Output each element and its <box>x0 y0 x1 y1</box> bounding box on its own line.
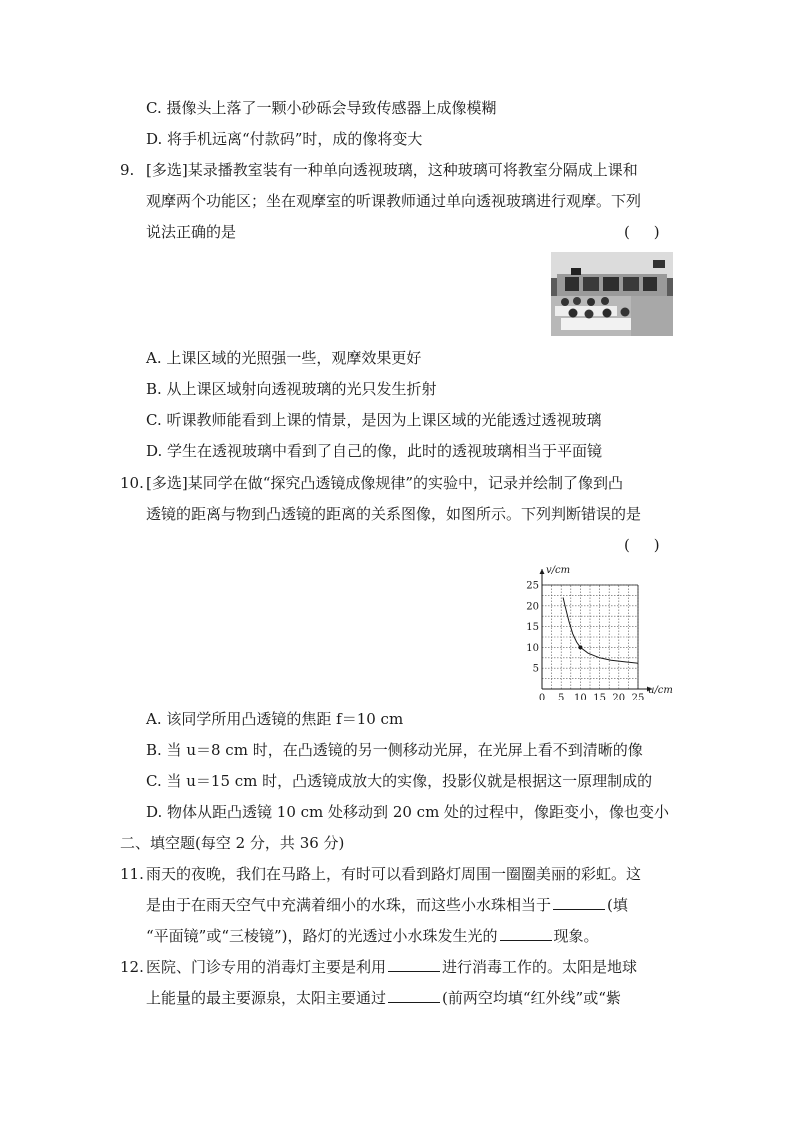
q10-stem-line2: 透镜的距离与物到凸透镜的距离的关系图像，如图所示。下列判断错误的是 <box>146 505 642 523</box>
q12-blank-2[interactable] <box>388 988 440 1003</box>
chart-svg <box>522 560 682 700</box>
chart-y-axis-label: v/cm <box>546 565 571 576</box>
classroom-photo-drawing <box>551 252 673 336</box>
chart-ticks <box>526 581 644 701</box>
chart-y-tick-label: 10 <box>526 642 539 654</box>
q11-number: 11. <box>120 865 144 883</box>
q10-answer-paren: ( ) <box>624 536 660 554</box>
q9-stem-line3: 说法正确的是 <box>146 223 237 241</box>
classroom-photo <box>551 252 673 336</box>
q9-stem-line2: 观摩两个功能区；坐在观摩室的听课教师通过单向透视玻璃进行观摩。下列 <box>146 192 642 210</box>
q9-number: 9. <box>120 161 135 179</box>
chart-x-tick-label: 15 <box>593 693 606 700</box>
q12-stem-line2 <box>146 988 621 1008</box>
q12-blank-1[interactable] <box>388 957 440 972</box>
chart-x-tick-label: 5 <box>558 693 565 700</box>
q9-option-d: D. 学生在透视玻璃中看到了自己的像，此时的透视玻璃相当于平面镜 <box>146 442 603 460</box>
chart-series-curve <box>563 598 638 664</box>
chart-axes <box>540 569 653 692</box>
q10-number: 10. <box>120 474 144 492</box>
chart-y-tick-label: 25 <box>526 580 539 592</box>
chart-x-tick-label: 0 <box>538 693 546 700</box>
q11-stem-line2 <box>146 895 628 915</box>
lens-image-distance-chart <box>522 560 682 700</box>
q11-blank-1[interactable] <box>553 895 605 910</box>
q9-option-c: C. 听课教师能看到上课的情景，是因为上课区域的光能透过透视玻璃 <box>146 411 602 429</box>
section-title-fill-blank: 二、填空题(每空 2 分，共 36 分) <box>120 834 345 852</box>
chart-y-tick-label: 20 <box>526 601 539 613</box>
q9-stem-line1: [多选]某录播教室装有一种单向透视玻璃，这种玻璃可将教室分隔成上课和 <box>146 161 638 179</box>
q11-line2-tail: (填 <box>607 896 628 914</box>
chart-x-tick-label: 25 <box>631 693 645 700</box>
q10-option-b: B. 当 u＝8 cm 时，在凸透镜的另一侧移动光屏，在光屏上看不到清晰的像 <box>146 741 643 759</box>
chart-y-tick-label: 5 <box>532 663 539 675</box>
q11-blank-2[interactable] <box>500 926 552 941</box>
q10-stem-line1: [多选]某同学在做“探究凸透镜成像规律”的实验中，记录并绘制了像到凸 <box>146 474 624 492</box>
q8-option-c: C. 摄像头上落了一颗小砂砾会导致传感器上成像模糊 <box>146 99 497 117</box>
q10-option-d: D. 物体从距凸透镜 10 cm 处移动到 20 cm 处的过程中，像距变小，像也变小 <box>146 803 670 821</box>
chart-grid <box>542 585 638 689</box>
chart-x-tick-label: 10 <box>574 693 587 700</box>
q9-option-b: B. 从上课区域射向透视玻璃的光只发生折射 <box>146 380 437 398</box>
q9-option-a: A. 上课区域的光照强一些，观摩效果更好 <box>146 349 422 367</box>
q11-line3-tail: 现象。 <box>553 927 599 945</box>
q12-line1-text: 医院、门诊专用的消毒灯主要是利用 <box>146 958 387 976</box>
q8-option-d: D. 将手机远离“付款码”时，成的像将变大 <box>146 130 423 148</box>
q11-line3-text: “平面镜”或“三棱镜”)，路灯的光透过小水珠发生光的 <box>146 927 498 945</box>
q10-option-c: C. 当 u＝15 cm 时，凸透镜成放大的实像，投影仪就是根据这一原理制成的 <box>146 772 653 790</box>
chart-marked-point <box>578 645 582 649</box>
q11-line2-text: 是由于在雨天空气中充满着细小的水珠，而这些小水珠相当于 <box>146 896 552 914</box>
q12-line2-tail: (前两空均填“红外线”或“紫 <box>442 989 621 1007</box>
q9-answer-paren: ( ) <box>624 223 660 241</box>
chart-y-axis-arrow <box>540 569 545 574</box>
chart-y-tick-label: 15 <box>526 622 539 634</box>
q12-number: 12. <box>120 958 144 976</box>
q11-stem-line1: 雨天的夜晚，我们在马路上，有时可以看到路灯周围一圈圈美丽的彩虹。这 <box>146 865 642 883</box>
chart-x-tick-label: 20 <box>612 693 626 700</box>
q12-line2-text: 上能量的最主要源泉，太阳主要通过 <box>146 989 387 1007</box>
q12-stem-line1 <box>146 957 637 977</box>
q12-line1-tail: 进行消毒工作的。太阳是地球 <box>442 958 638 976</box>
chart-x-axis-label: u/cm <box>648 685 673 696</box>
q11-stem-line3 <box>146 926 599 946</box>
q10-option-a: A. 该同学所用凸透镜的焦距 f＝10 cm <box>146 710 404 728</box>
